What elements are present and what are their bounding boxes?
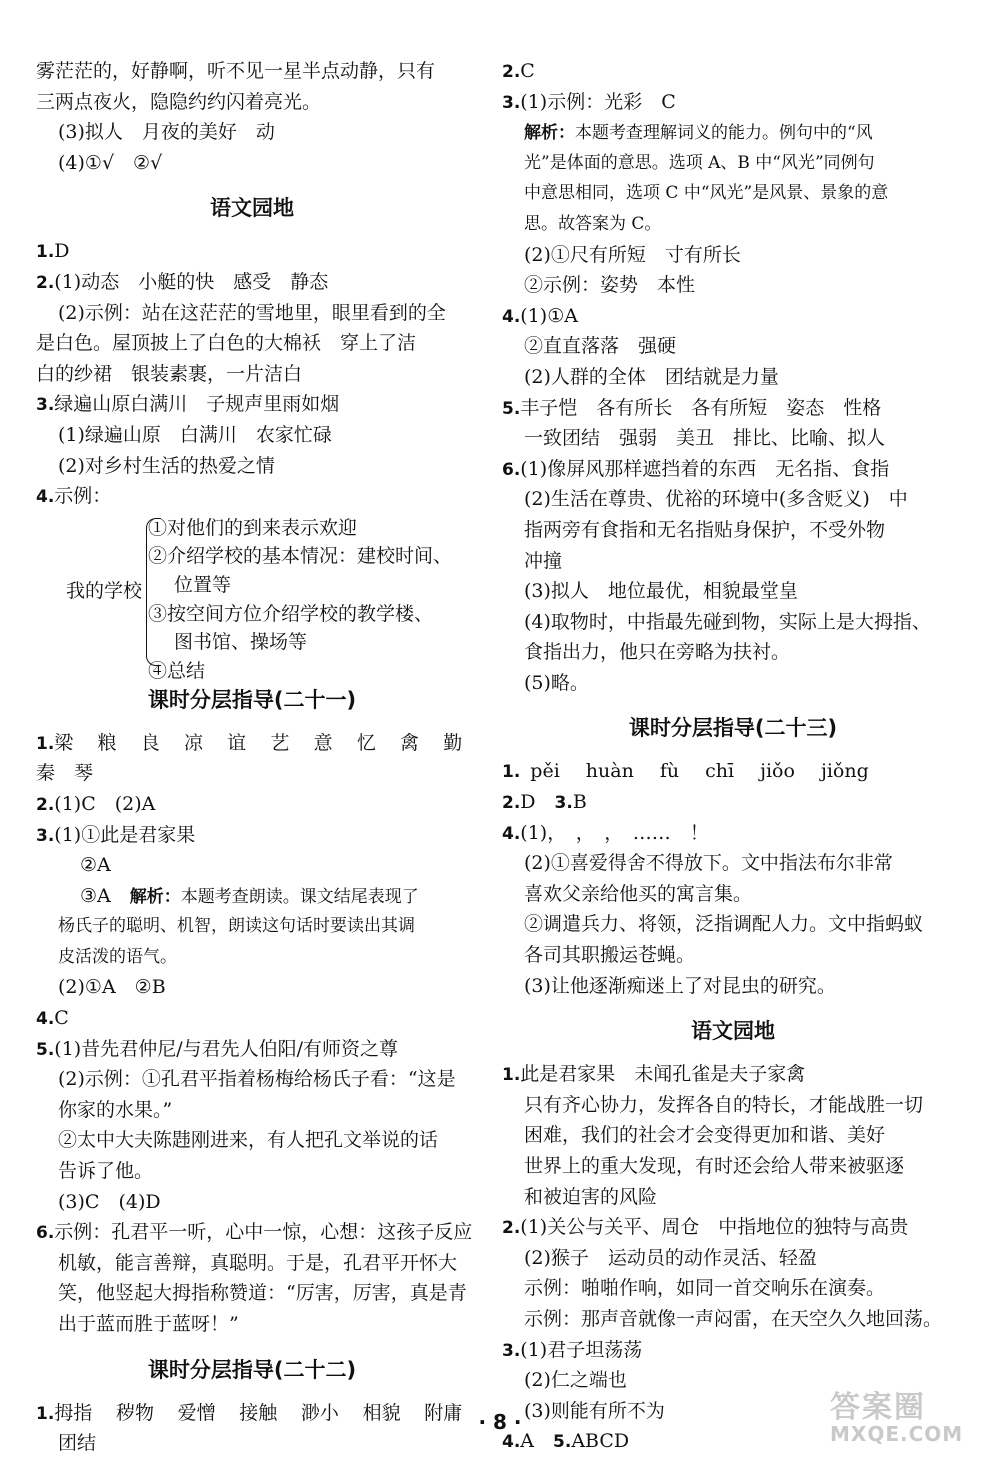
answer-text: 指两旁有食指和无名指贴身保护，不受外物	[524, 518, 886, 541]
answer-line	[36, 1034, 468, 1065]
answer-line	[502, 1120, 964, 1151]
answer-text: 丰子恺 各有所长 各有所短 姿态 性格	[520, 396, 882, 419]
answer-text: (1)①A	[520, 304, 578, 327]
watermark-text: 答案圈	[830, 1390, 926, 1425]
answer-line	[502, 178, 964, 209]
question-number: 2.	[502, 62, 521, 82]
character: 勤	[443, 731, 463, 754]
word: 秽物	[115, 1401, 154, 1424]
question-number: 2.	[502, 1218, 521, 1239]
answer-text: (3)C (4)D	[58, 1190, 161, 1213]
answer-line: (3)拟人 月夜的美好 动	[58, 121, 275, 144]
question-number: 5.	[36, 1039, 55, 1060]
left-column	[36, 56, 473, 1459]
answer-text: 食指出力，他只在旁略为扶衬。	[524, 641, 791, 664]
answer-line	[502, 1182, 964, 1213]
answer-text: 各司其职搬运苍蝇。	[524, 944, 696, 967]
answer-text: (2)人群的全体 团结就是力量	[524, 365, 779, 388]
question-number: 3.	[502, 1340, 521, 1361]
answer-text: 思。故答案为 C。	[524, 213, 662, 234]
answer-line	[502, 1151, 964, 1182]
answer-line	[502, 1059, 964, 1090]
answer-line	[502, 546, 964, 577]
answer-text: (2)示例：站在这茫茫的雪地里，眼里看到的全	[58, 301, 446, 324]
answer-line	[36, 1156, 468, 1187]
answer-text: (2)对乡村生活的热爱之情	[58, 454, 275, 477]
answer-line	[502, 209, 964, 240]
answer-text: 出于蓝而胜于蓝呀！”	[58, 1313, 239, 1335]
word: 相貌	[362, 1401, 401, 1424]
answer-text: (1)示例：光彩 C	[520, 90, 676, 113]
answer-line	[502, 909, 964, 940]
answer-text: (5)略。	[524, 671, 589, 694]
answer-text: (1)C (2)A	[54, 792, 156, 815]
question-number: 1.	[36, 733, 55, 754]
question-number: 2.	[36, 794, 55, 815]
character: 凉	[183, 731, 203, 754]
answer-line	[502, 87, 964, 118]
answer-text: (3)则能有所不为	[524, 1399, 665, 1422]
answer-line	[502, 393, 964, 424]
question-number: 5.	[502, 398, 521, 419]
answer-text: (1)君子坦荡荡	[520, 1338, 643, 1361]
pinyin: jiǒo	[760, 760, 795, 783]
answer-text: 和被迫害的风险	[524, 1185, 658, 1208]
outline-item: ④总结	[148, 659, 206, 682]
answer-line	[502, 1212, 964, 1243]
answer-text: 世界上的重大发现，有时还会给人带来被驱逐	[524, 1155, 905, 1177]
answer-line	[36, 942, 468, 973]
question-number: 1.	[36, 1403, 55, 1424]
question-number: 1.	[36, 242, 55, 263]
answer-line	[36, 420, 468, 451]
answer-text: B	[572, 791, 587, 814]
answer-line	[502, 362, 964, 393]
answer-text: 喜欢父亲给他买的寓言集。	[524, 882, 753, 905]
answer-text: (2)仁之端也	[524, 1369, 627, 1392]
pinyin: pěi	[530, 760, 560, 783]
answer-line	[36, 728, 468, 759]
answer-line	[36, 389, 468, 420]
question-number: 3.	[502, 92, 521, 113]
answer-text: ②A	[80, 854, 111, 877]
answer-text: (1)， ， ， …… ！	[520, 821, 709, 844]
answer-line	[36, 328, 468, 359]
answer-text: (3)让他逐渐痴迷上了对昆虫的研究。	[524, 974, 836, 997]
answer-text: D	[54, 240, 70, 263]
answer-text: ②示例：姿势 本性	[524, 274, 696, 297]
answer-line	[36, 820, 468, 851]
answer-text: 示例：孔君平一听，心中一惊，心想：这孩子反应	[54, 1221, 473, 1244]
answer-text: 示例：	[54, 485, 112, 508]
section-heading: 语文园地	[210, 196, 294, 221]
answer-line	[36, 1187, 468, 1218]
answer-text: D	[520, 791, 555, 814]
word: 拇指	[54, 1401, 93, 1424]
word: 附庸	[424, 1401, 463, 1424]
answer-line	[502, 423, 964, 454]
outline-root: 我的学校	[66, 579, 143, 602]
character: 禽	[400, 731, 420, 754]
answer-text: 是白色。屋顶披上了白色的大棉袄 穿上了洁	[36, 332, 417, 355]
section-heading: 语文园地	[691, 1019, 775, 1044]
answer-text: 机敏，能言善辩，真聪明。于是，孔君平开怀大	[58, 1251, 458, 1274]
answer-text: 此是君家果 未闻孔雀是夫子家禽	[520, 1063, 806, 1086]
answer-line	[502, 607, 964, 638]
answer-line	[502, 454, 964, 485]
answer-text: (2)①A ②B	[58, 976, 166, 999]
answer-line	[502, 879, 964, 910]
answer-text: A	[520, 1430, 554, 1453]
answer-line	[36, 1095, 468, 1126]
watermark-url: MXQE.COM	[830, 1422, 964, 1446]
question-number: 2.	[36, 272, 55, 293]
character: 粮	[97, 731, 117, 754]
word: 爱憎	[177, 1401, 216, 1424]
analysis-label: 解析：	[524, 123, 575, 144]
answer-line	[36, 1125, 468, 1156]
answer-text: ③A	[80, 884, 130, 907]
answer-line	[502, 1304, 964, 1335]
section-heading: 课时分层指导(二十一)	[147, 687, 357, 712]
answer-text: 秦 琴	[36, 762, 94, 785]
question-number: 4.	[502, 306, 521, 327]
answer-line: 雾茫茫的，好静啊，听不见一星半点动静，只有	[36, 60, 436, 82]
question-number: 1.	[502, 762, 521, 783]
answer-text: 杨氏子的聪明、机智，朗读这句话时要读出其调	[58, 916, 415, 937]
answer-line	[502, 971, 964, 1002]
answer-line	[502, 56, 964, 87]
answer-text: 皮活泼的语气。	[58, 946, 177, 967]
question-number: 4.	[502, 823, 521, 844]
answer-text: (2)示例：①孔君平指着杨梅给杨氏子看：“这是	[58, 1068, 456, 1091]
pinyin: chī	[705, 760, 735, 783]
answer-text: 冲撞	[524, 549, 563, 572]
answer-line	[502, 1335, 964, 1366]
answer-text: (2)猴子 运动员的动作灵活、轻盈	[524, 1246, 817, 1269]
answer-line	[502, 787, 964, 818]
outline-item: ②介绍学校的基本情况：建校时间、	[148, 545, 453, 568]
answer-text: 示例：啪啪作响，如同一首交响乐在演奏。	[524, 1277, 886, 1300]
answer-line	[502, 484, 964, 515]
answer-text: (1)动态 小艇的快 感受 静态	[54, 270, 329, 293]
answer-line: 三两点夜火，隐隐约约闪着亮光。	[36, 90, 322, 113]
answer-line	[36, 1064, 468, 1095]
answer-text: (1)绿遍山原 白满川 农家忙碌	[58, 423, 332, 446]
answer-line	[502, 940, 964, 971]
word: 渺小	[300, 1401, 339, 1424]
answer-line	[502, 818, 964, 849]
pinyin-line	[502, 756, 964, 787]
section-heading: 课时分层指导(二十三)	[628, 716, 838, 741]
character: 忆	[356, 731, 376, 754]
question-number: 4.	[36, 487, 55, 508]
answer-text: 笑，他竖起大拇指称赞道：“厉害，厉害，真是青	[58, 1282, 467, 1305]
answer-text: 一致团结 强弱 美丑 排比、比喻、拟人	[524, 427, 886, 450]
answer-line	[502, 270, 964, 301]
analysis-label: 解析：	[129, 886, 181, 907]
answer-line	[502, 331, 964, 362]
answer-line	[36, 1217, 473, 1248]
answer-text: C	[520, 60, 535, 82]
outline-diagram	[36, 514, 468, 682]
answer-line	[502, 637, 964, 668]
character: 谊	[227, 731, 247, 754]
outline-items	[148, 514, 452, 686]
answer-text: 白的纱裙 银装素裹，一片洁白	[36, 362, 303, 385]
answer-text: (2)生活在尊贵、优裕的环境中(多含贬义) 中	[524, 488, 908, 511]
outline-item: 图书馆、操场等	[174, 631, 308, 654]
answer-text: 绿遍山原白满川 子规声里雨如烟	[54, 393, 340, 416]
answer-line	[36, 1248, 468, 1279]
answer-line	[502, 515, 964, 546]
answer-line	[502, 301, 964, 332]
answer-line	[502, 1273, 964, 1304]
answer-line	[36, 267, 468, 298]
question-number: 4.	[36, 1009, 55, 1030]
answer-text: 中意思相同，选项 C 中“风光”是风景、景象的意	[524, 183, 889, 204]
answer-line	[36, 451, 468, 482]
question-number: 6.	[36, 1223, 55, 1244]
answer-line	[36, 298, 468, 329]
character: 梁	[54, 731, 74, 754]
answer-text: (1)昔先君仲尼/与君先人伯阳/有师资之尊	[54, 1037, 399, 1060]
answer-text: (1)像屏风那样遮挡着的东西 无名指、食指	[520, 457, 890, 480]
answer-line	[502, 576, 964, 607]
character-list	[54, 728, 470, 759]
answer-line	[36, 1309, 468, 1340]
right-column	[502, 56, 964, 1457]
answer-line	[502, 1090, 964, 1121]
question-number: 6.	[502, 459, 521, 480]
watermark-logo	[830, 1382, 990, 1448]
outline-item: 位置等	[174, 573, 232, 596]
analysis-text: 本题考查朗读。课文结尾表现了	[180, 886, 419, 907]
answer-text: ②太中大夫陈韪刚进来，有人把孔文举说的话	[58, 1129, 439, 1152]
answer-text: 你家的水果。”	[58, 1098, 173, 1121]
answer-line	[36, 481, 468, 512]
answer-text: (1)①此是君家果	[54, 823, 196, 846]
answer-line	[36, 758, 468, 789]
question-number: 2.	[502, 793, 521, 814]
answer-text: (3)拟人 地位最优，相貌最堂皇	[524, 580, 798, 603]
answer-text: 告诉了他。	[58, 1160, 154, 1183]
answer-text: ②直直落落 强硬	[524, 335, 677, 358]
answer-text: C	[54, 1007, 69, 1030]
answer-text: (1)关公与关平、周仓 中指地位的独特与高贵	[520, 1216, 909, 1239]
answer-line	[36, 359, 468, 390]
answer-line	[502, 148, 964, 179]
answer-text: 光”是体面的意思。选项 A、B 中“风光”同例句	[524, 152, 875, 173]
answer-text: (4)取物时，中指最先碰到物，实际上是大拇指、	[524, 610, 931, 633]
answer-text: 示例：那声音就像一声闷雷，在天空久久地回荡。	[524, 1307, 943, 1330]
answer-line	[502, 668, 964, 699]
word: 接触	[239, 1401, 278, 1424]
pinyin: fù	[659, 760, 680, 783]
pinyin: jiǒng	[820, 760, 869, 783]
answer-line	[36, 789, 468, 820]
answer-text: (2)①喜爱得舍不得放下。文中指法布尔非常	[524, 852, 893, 875]
question-number: 4.	[502, 1432, 521, 1453]
answer-line	[36, 236, 468, 267]
answer-text: ②调遣兵力、将领，泛指调配人力。文中指蚂蚁	[524, 913, 924, 936]
answer-text: 困难，我们的社会才会变得更加和谐、美好	[524, 1124, 886, 1147]
answer-line	[36, 1003, 468, 1034]
outline-item: ①对他们的到来表示欢迎	[148, 516, 358, 539]
question-number: 3.	[554, 793, 573, 814]
answer-text: 团结	[58, 1432, 97, 1455]
answer-line	[36, 972, 468, 1003]
question-number: 1.	[502, 1065, 521, 1086]
pinyin: huàn	[585, 760, 634, 783]
answer-line	[502, 1243, 964, 1274]
answer-line	[502, 848, 964, 879]
answer-line	[36, 881, 468, 912]
page-number: · 8 ·	[478, 1410, 522, 1434]
answer-line	[502, 117, 964, 148]
section-heading: 课时分层指导(二十二)	[147, 1357, 357, 1382]
outline-item: ③按空间方位介绍学校的教学楼、	[148, 602, 434, 625]
answer-text: ABCD	[571, 1430, 630, 1453]
answer-line	[36, 850, 468, 881]
answer-text: 只有齐心协力，发挥各自的特长，才能战胜一切	[524, 1093, 924, 1116]
analysis-text: 本题考查理解词义的能力。例句中的“风	[575, 123, 873, 144]
answer-text: (2)①尺有所短 寸有所长	[524, 243, 741, 266]
answer-line: (4)①√ ②√	[58, 151, 163, 174]
character: 意	[313, 731, 333, 754]
character: 良	[140, 731, 160, 754]
character: 艺	[270, 731, 290, 754]
answer-line	[36, 1278, 468, 1309]
question-number: 3.	[36, 395, 55, 416]
answer-line	[36, 911, 468, 942]
question-number: 3.	[36, 825, 55, 846]
question-number: 5.	[553, 1432, 572, 1453]
pinyin-list	[530, 756, 868, 787]
answer-line	[502, 240, 964, 271]
